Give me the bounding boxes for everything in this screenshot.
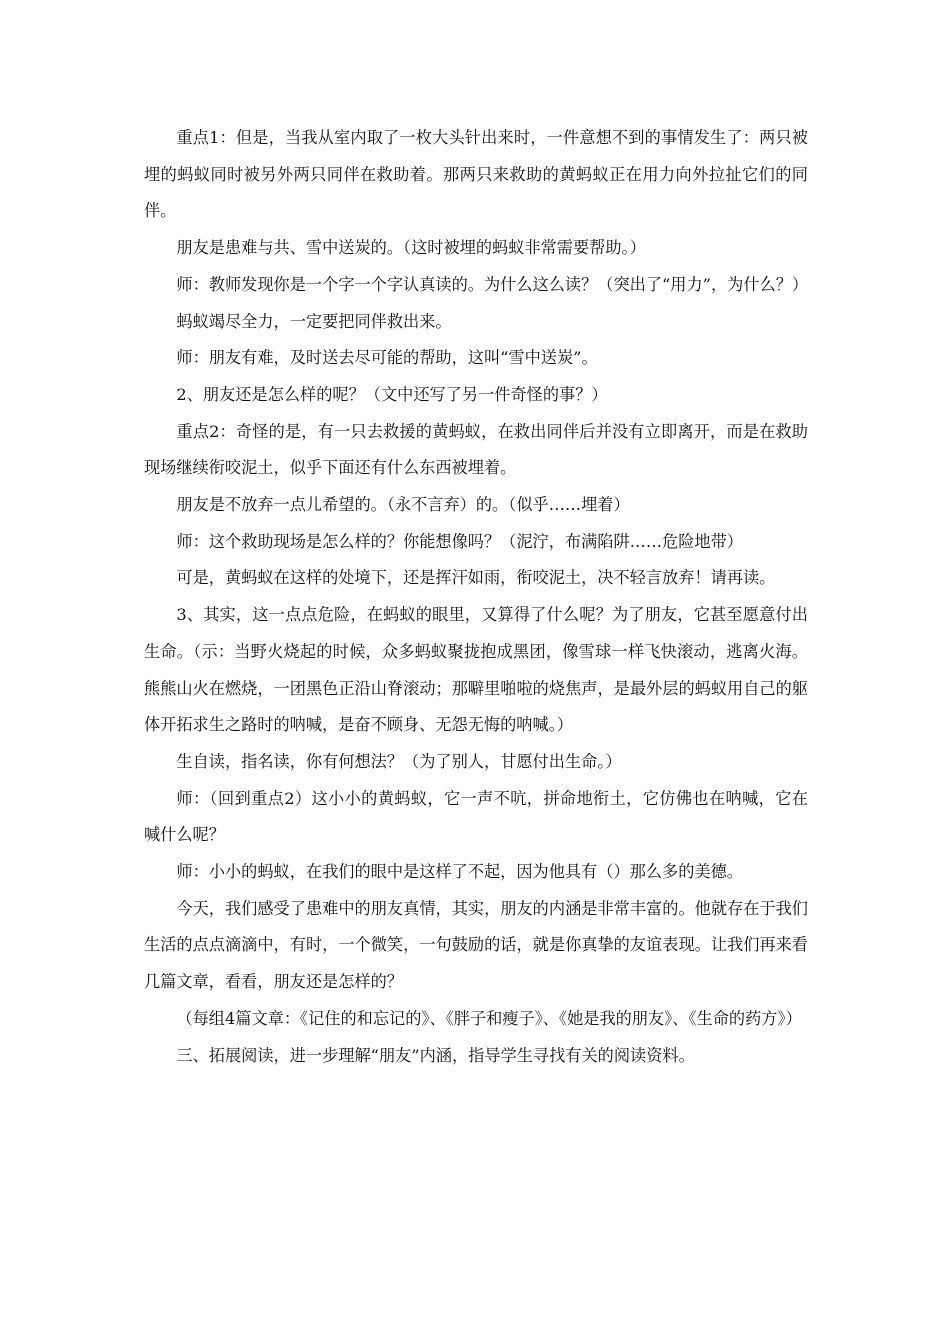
paragraph-teacher-remark-1: 师：朋友有难，及时送去尽可能的帮助，这叫“雪中送炭”。 (176, 348, 598, 368)
paragraph-never-give-up: 朋友是不放弃一点儿希望的。（永不言弃）的。（似乎……埋着） (176, 495, 630, 515)
paragraph-key-point-2: 重点2：奇怪的是，有一只去救援的黄蚂蚁，在救出同伴后并没有立即离开，而是在救助现场继续衔咬泥土，似乎下面还有什么东西被埋着。 (144, 421, 808, 478)
paragraph-teacher-question-2: 师：这个救助现场是怎么样的？你能想像吗？（泥泞，布满陷阱……危险地带） (176, 531, 743, 551)
paragraph-teacher-remark-2: 师：小小的蚂蚁，在我们的眼中是这样了不起，因为他具有（）那么多的美德。 (176, 862, 743, 882)
paragraph-key-point-1: 重点1：但是，当我从室内取了一枚大头针出来时，一件意想不到的事情发生了：两只被埋的蚂蚁同时被另外两只同伴在救助着。那两只来救助的黄蚂蚁正在用力向外拉扯它们的同伴。 (144, 128, 808, 221)
document-body (144, 120, 808, 1074)
paragraph-teacher-question-1: 师：教师发现你是一个字一个字认真读的。为什么这么读？（突出了“用力”，为什么？） (176, 274, 809, 294)
paragraph-extended-reading: 三、拓展阅读，进一步理解“朋友”内涵，指导学生寻找有关的阅读资料。 (176, 1045, 695, 1065)
paragraph-friend-help: 朋友是患难与共、雪中送炭的。（这时被埋的蚂蚁非常需要帮助。） (176, 238, 646, 258)
paragraph-self-reading: 生自读，指名读，你有何想法？（为了别人，甘愿付出生命。） (176, 751, 622, 771)
paragraph-teacher-question-3: 师：（回到重点2）这小小的黄蚂蚁，它一声不吭，拼命地衔土，它仿佛也在呐喊，它在喊什么呢？ (144, 788, 808, 845)
paragraph-question-2: 2、朋友还是怎么样的呢？（文中还写了另一件奇怪的事？） (176, 384, 608, 404)
paragraph-question-3: 3、其实，这一点点危险，在蚂蚁的眼里，又算得了什么呢？为了朋友，它甚至愿意付出生命。（示：当野火烧起的时候，众多蚂蚁聚拢抱成黑团，像雪球一样飞快滚动，逃离火海。熊熊山火在燃烧，一团黑色正沿山脊滚动；那噼里啪啦的烧焦声，是最外层的蚂蚁用自己的躯体开拓求生之路时的呐喊，是奋不顾身、无怨无悔的呐喊。） (144, 605, 808, 735)
paragraph-today-summary: 今天，我们感受了患难中的朋友真情，其实，朋友的内涵是非常丰富的。他就存在于我们生活的点点滴滴中，有时，一个微笑，一句鼓励的话，就是你真挚的友谊表现。让我们再来看几篇文章，看看，朋友还是怎样的？ (144, 898, 808, 992)
paragraph-ant-effort: 蚂蚁竭尽全力，一定要把同伴救出来。 (176, 311, 452, 331)
paragraph-reread: 可是，黄蚂蚁在这样的处境下，还是挥汗如雨，衔咬泥土，决不轻言放弃！请再读。 (176, 568, 776, 588)
paragraph-article-list: （每组4篇文章：《记住的和忘记的》、《胖子和瘦子》、《她是我的朋友》、《生命的药方》） (176, 1008, 802, 1028)
